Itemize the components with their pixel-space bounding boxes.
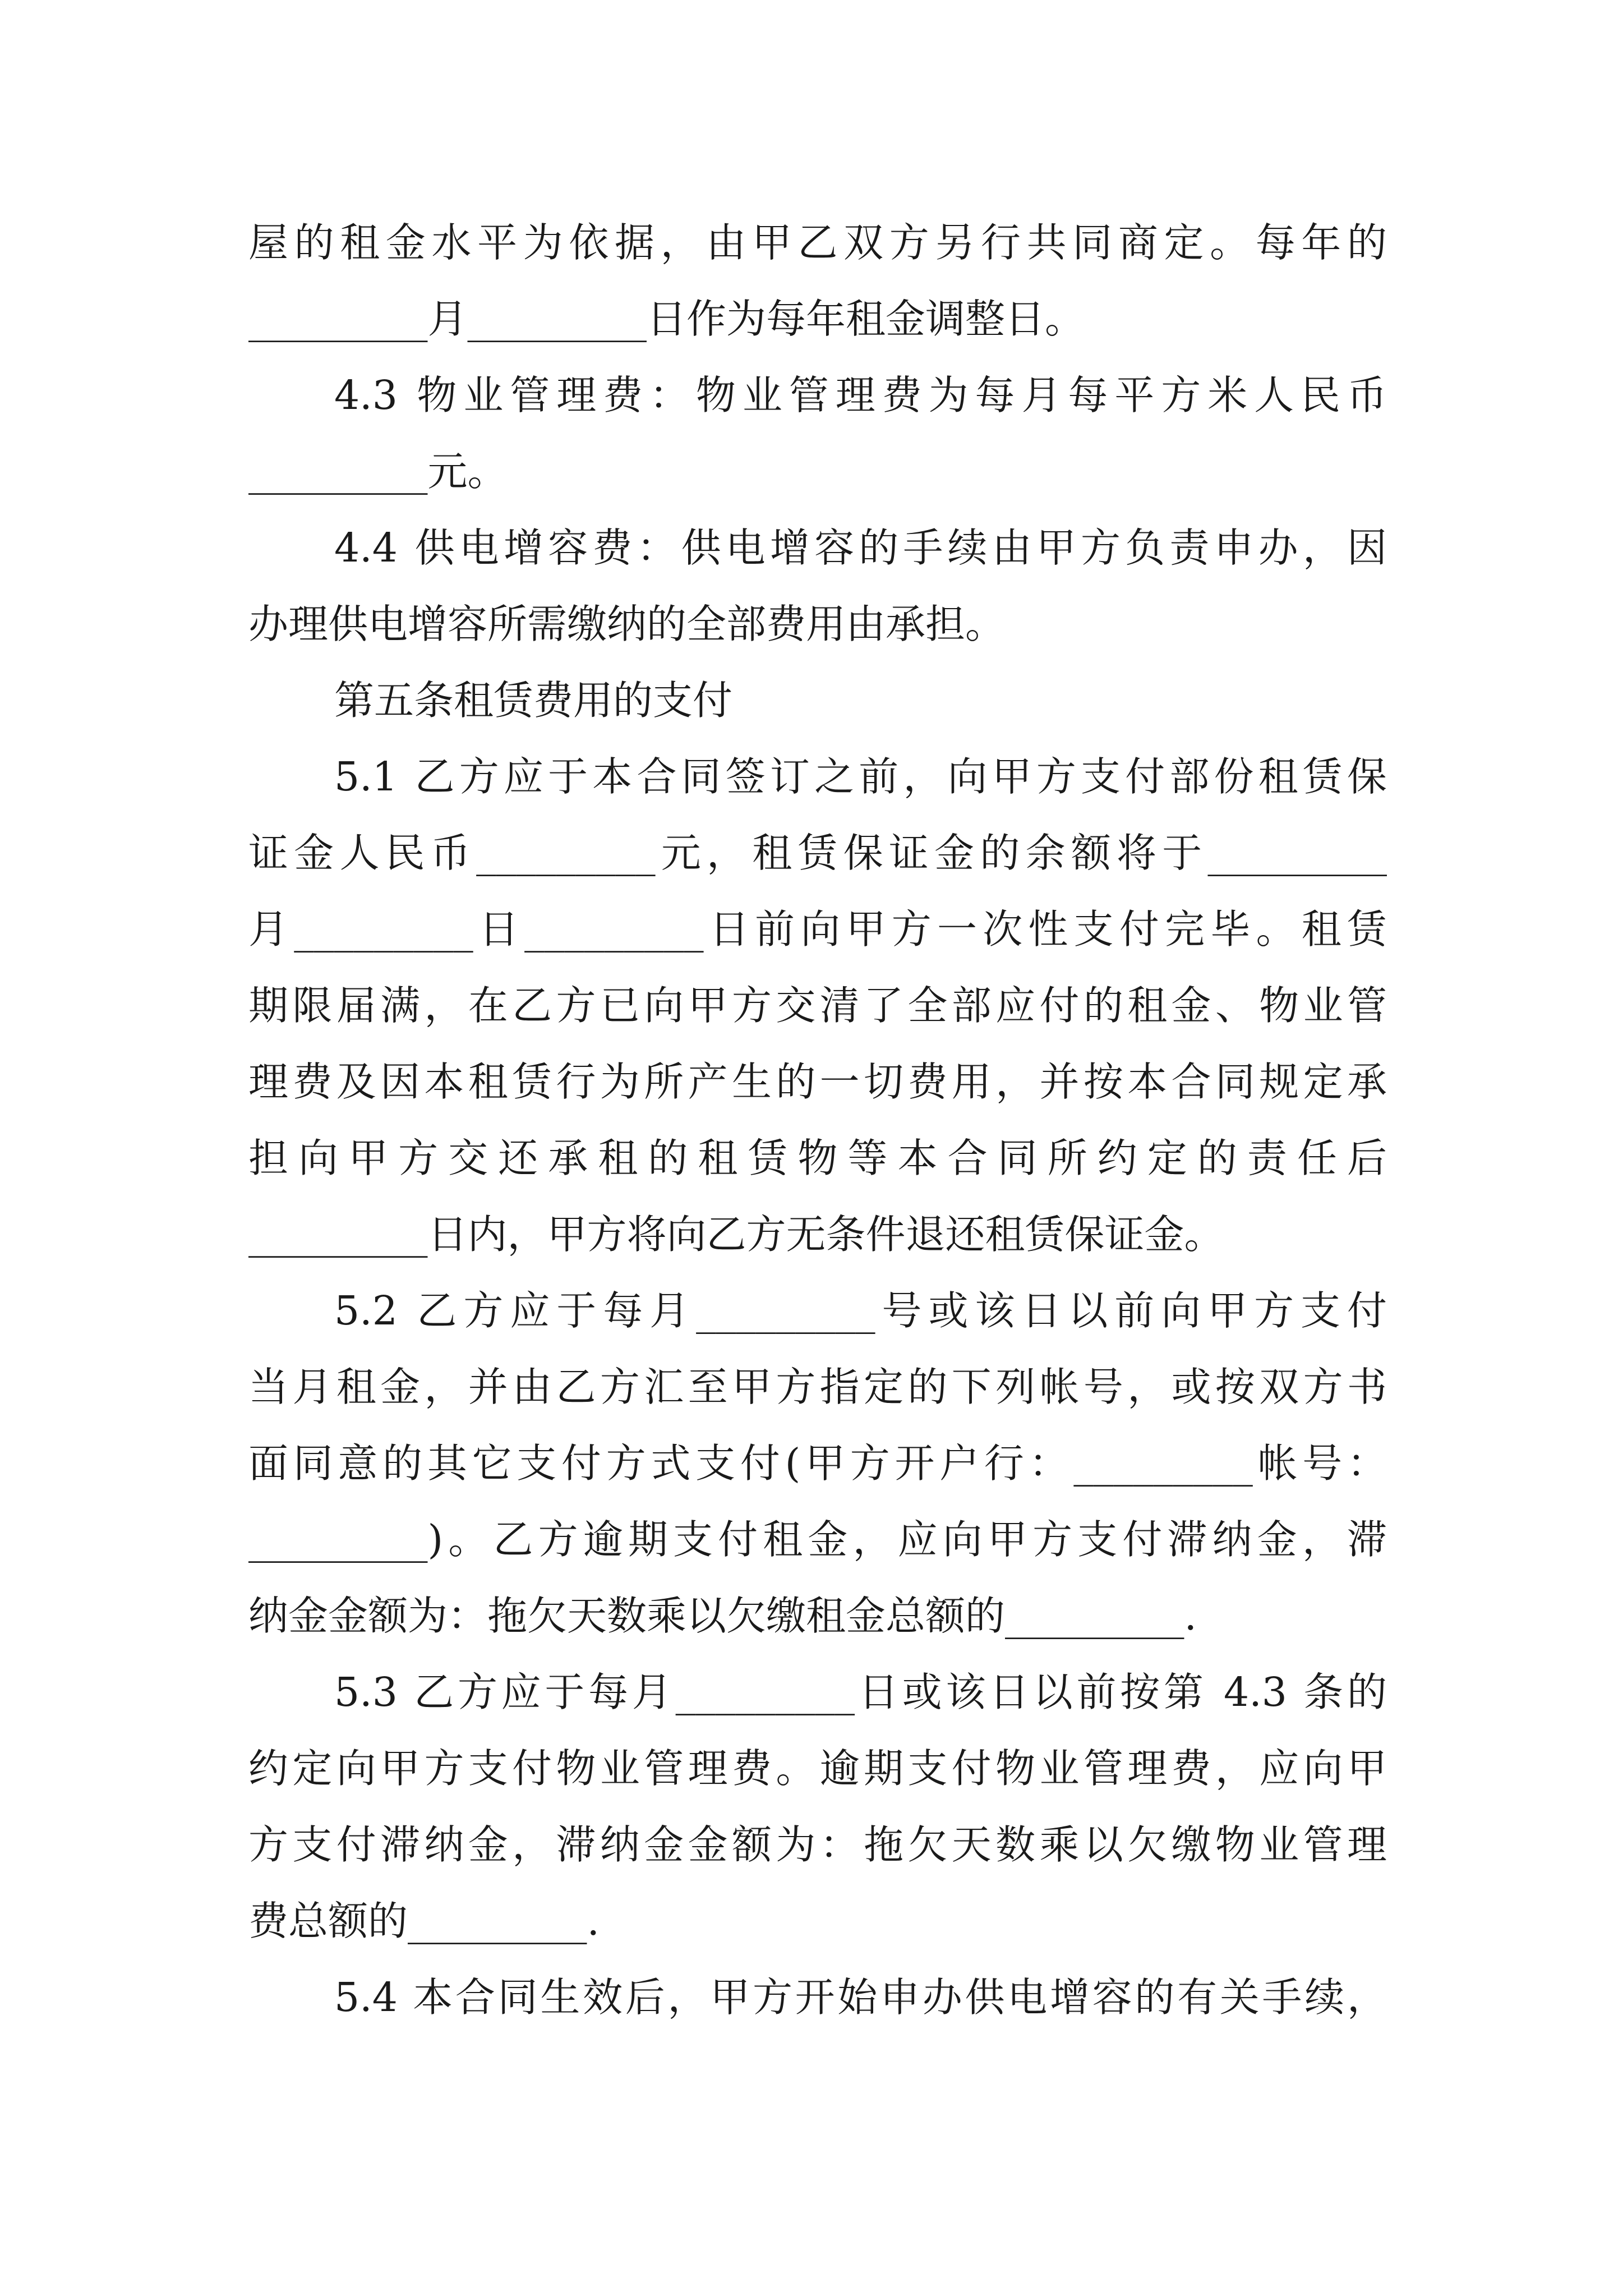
text-line: 理费及因本租赁行为所产生的一切费用，并按本合同规定承 [248,1059,1387,1105]
text-line: 纳金金额为：拖欠天数乘以欠缴租金总额的_________. [248,1593,1197,1639]
text-line: 担向甲方交还承租的租赁物等本合同所约定的责任后 [248,1135,1387,1181]
text-line: 4.3 物业管理费：物业管理费为每月每平方米人民币 [334,372,1387,418]
text-line: 屋的租金水平为依据，由甲乙双方另行共同商定。每年的 [248,219,1387,266]
text-line: 5.4 本合同生效后，甲方开始申办供电增容的有关手续， [334,1974,1387,2021]
text-line: _________元。 [248,448,508,495]
text-line: 当月租金，并由乙方汇至甲方指定的下列帐号，或按双方书 [248,1364,1387,1410]
text-line: 费总额的_________. [248,1898,600,1944]
text-line: 5.3 乙方应于每月_________日或该日以前按第 4.3 条的 [334,1669,1387,1715]
text-line: 证金人民币_________元，租赁保证金的余额将于_________ [248,830,1387,876]
text-line: 方支付滞纳金，滞纳金金额为：拖欠天数乘以欠缴物业管理 [248,1821,1387,1868]
text-line: 办理供电增容所需缴纳的全部费用由承担。 [248,601,1006,647]
text-line: 约定向甲方支付物业管理费。逾期支付物业管理费，应向甲 [248,1745,1387,1792]
text-line: _________月_________日作为每年租金调整日。 [248,296,1085,342]
text-line: 面同意的其它支付方式支付(甲方开户行：_________帐号： [248,1440,1387,1487]
section-heading: 第五条租赁费用的支付 [334,677,733,724]
text-line: 月_________日_________日前向甲方一次性支付完毕。租赁 [248,906,1387,953]
text-line: 期限届满，在乙方已向甲方交清了全部应付的租金、物业管 [248,982,1387,1029]
text-line: 5.1 乙方应于本合同签订之前，向甲方支付部份租赁保 [334,753,1387,800]
text-line: _________日内，甲方将向乙方无条件退还租赁保证金。 [248,1211,1224,1258]
text-line: 4.4 供电增容费：供电增容的手续由甲方负责申办，因 [334,524,1387,571]
text-line: _________)。乙方逾期支付租金，应向甲方支付滞纳金，滞 [248,1516,1387,1563]
text-line: 5.2 乙方应于每月_________号或该日以前向甲方支付 [334,1287,1387,1334]
